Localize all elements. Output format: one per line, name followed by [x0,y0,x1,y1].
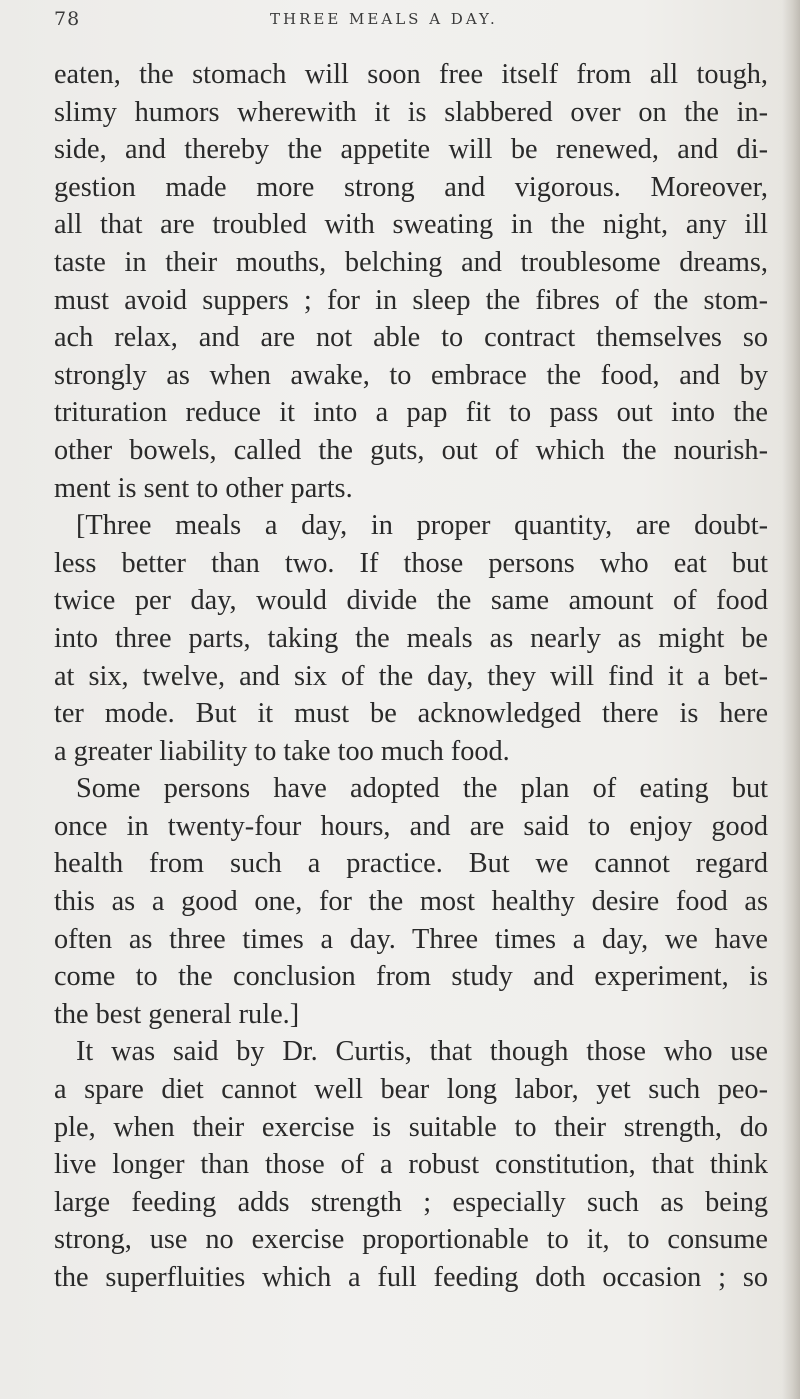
text-line: twice per day, would divide the same amount of food [54,585,768,617]
text-line: eaten, the stomach will soon free itself from all tough, [54,59,768,90]
text-line: ter mode. But it must be acknowledged there is here [54,698,768,730]
page-header [0,8,800,38]
running-head: THREE MEALS A DAY. [270,10,498,28]
text-line: ment is sent to other parts. [54,472,353,504]
text-line: gestion made more strong and vigorous. Moreover, [54,171,768,203]
text-line: come to the conclusion from study and experiment, is [54,961,768,993]
text-line: the superfluities which a full feeding doth occasion ; so [54,1262,768,1293]
text-line: [Three meals a day, in proper quantity, are doubt- [76,510,768,542]
text-line: a spare diet cannot well bear long labor, yet such peo- [54,1074,768,1106]
text-line: large feeding adds strength ; especially such as being [54,1186,768,1218]
text-line: the best general rule.] [54,998,300,1030]
text-line: taste in their mouths, belching and troublesome dreams, [54,246,768,278]
text-line: slimy humors wherewith it is slabbered over on the in- [54,96,768,128]
text-line: ple, when their exercise is suitable to their strength, do [54,1111,768,1143]
page-number: 78 [54,8,81,30]
page-edge-shadow [782,0,800,1399]
text-line: live longer than those of a robust constitution, that think [54,1149,768,1181]
text-line: side, and thereby the appetite will be renewed, and di- [54,134,768,166]
text-line: strongly as when awake, to embrace the food, and by [54,359,768,391]
body-text [54,56,768,1297]
text-line: strong, use no exercise proportionable to it, to consume [54,1224,768,1256]
text-line: other bowels, called the guts, out of which the nourish- [54,434,768,466]
text-line: must avoid suppers ; for in sleep the fibres of the stom- [54,284,768,316]
text-line: health from such a practice. But we cannot regard [54,848,768,880]
text-line: a greater liability to take too much food. [54,735,510,767]
text-line: trituration reduce it into a pap fit to pass out into the [54,397,768,429]
text-line: Some persons have adopted the plan of eating but [76,773,768,805]
text-line: into three parts, taking the meals as nearly as might be [54,622,768,654]
text-line: this as a good one, for the most healthy desire food as [54,886,768,918]
text-line: all that are troubled with sweating in the night, any ill [54,209,768,241]
text-line: once in twenty-four hours, and are said to enjoy good [54,810,768,842]
text-line: It was said by Dr. Curtis, that though those who use [76,1036,768,1068]
text-line: less better than two. If those persons who eat but [54,547,768,579]
text-line: at six, twelve, and six of the day, they will find it a bet- [54,660,768,692]
text-line: ach relax, and are not able to contract themselves so [54,322,768,354]
text-line: often as three times a day. Three times a day, we have [54,923,768,955]
